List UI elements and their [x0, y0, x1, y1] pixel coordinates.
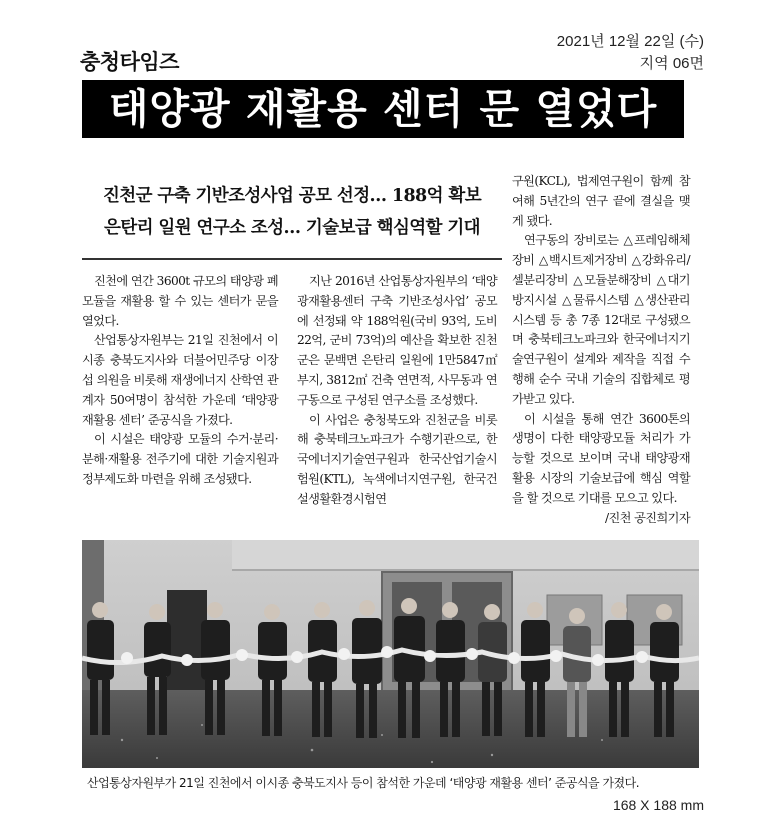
- subhead-divider: [82, 258, 502, 260]
- paragraph: 산업통상자원부는 21일 진천에서 이시종 충북도지사와 더불어민주당 이장섭 의원을 비롯해 재생에너지 산학연 관계자 50여명이 참석한 가운데 ‘태양광 재활용 센터’ 준공식을 가졌다.: [82, 333, 278, 427]
- headline: 태양광 재활용 센터 문 열었다: [82, 80, 684, 138]
- ceremony-photo: [82, 540, 699, 768]
- paragraph: 연구동의 장비로는 △프레임해체장비 △백시트제거장비 △강화유리/셀분리장비 △모듈분해장비 △대기방지시설 △물류시스템 △생산관리시스템 등 총 7종 12대로 구성됐으며 충북테크노파크와 한국에너지기술연구원이 설계와 제작을 직접 수행해 순수 국내 기술의 집합체로 평가받고 있다.: [512, 233, 690, 406]
- article-column-2: [297, 272, 497, 510]
- subheadline-1: 진천군 구축 기반조성사업 공모 선정… 188억 확보: [102, 186, 482, 206]
- page-section: 지역 06면: [639, 55, 704, 72]
- article-column-3: [512, 172, 690, 528]
- clipping-size: 168 X 188 mm: [612, 797, 704, 813]
- reporter-byline: /진천 공진희기자: [605, 510, 690, 525]
- paragraph: 이 시설을 통해 연간 3600톤의 생명이 다한 태양광모듈 처리가 가능할 것으로 보이며 국내 태양광재활용 시장의 기술보급에 핵심 역할을 할 것으로 기대를 모으고 있다.: [512, 411, 690, 505]
- paragraph: 이 사업은 충청북도와 진천군을 비롯해 충북테크노파크가 수행기관으로, 한국에너지기술연구원과 한국산업기술시험원(KTL), 녹색에너지연구원, 한국건설생활환경시험연: [297, 412, 497, 506]
- paragraph: 진천에 연간 3600t 규모의 태양광 폐모듈을 재활용 할 수 있는 센터가 문을 열었다.: [82, 274, 278, 328]
- newspaper-name: 충청타임즈: [80, 50, 179, 74]
- paragraph: 이 시설은 태양광 모듈의 수거·분리·분해·재활용 전주기에 대한 기술지원과 정부제도화 마련을 위해 조성됐다.: [82, 432, 278, 486]
- paragraph: 구원(KCL), 법제연구원이 함께 참여해 5년간의 연구 끝에 결실을 맺게 됐다.: [512, 174, 690, 228]
- paragraph: 지난 2016년 산업통상자원부의 ‘태양광재활용센터 구축 기반조성사업’ 공모에 선정돼 약 188억원(국비 93억, 도비 22억, 군비 73억)의 예산을 확보한 진천군은 문백면 은탄리 일원에 1만5847㎡ 부지, 3812㎡ 건축 연면적, 사무동과 연구동으로 구성된 연구소를 조성했다.: [297, 274, 497, 407]
- article-column-1: [82, 272, 278, 490]
- publication-date: 2021년 12월 22일 (수): [556, 33, 704, 50]
- subheadline-2: 은탄리 일원 연구소 조성… 기술보급 핵심역할 기대: [104, 218, 480, 238]
- photo-caption: 산업통상자원부가 21일 진천에서 이시종 충북도지사 등이 참석한 가운데 ‘태양광 재활용 센터’ 준공식을 가졌다.: [87, 776, 640, 790]
